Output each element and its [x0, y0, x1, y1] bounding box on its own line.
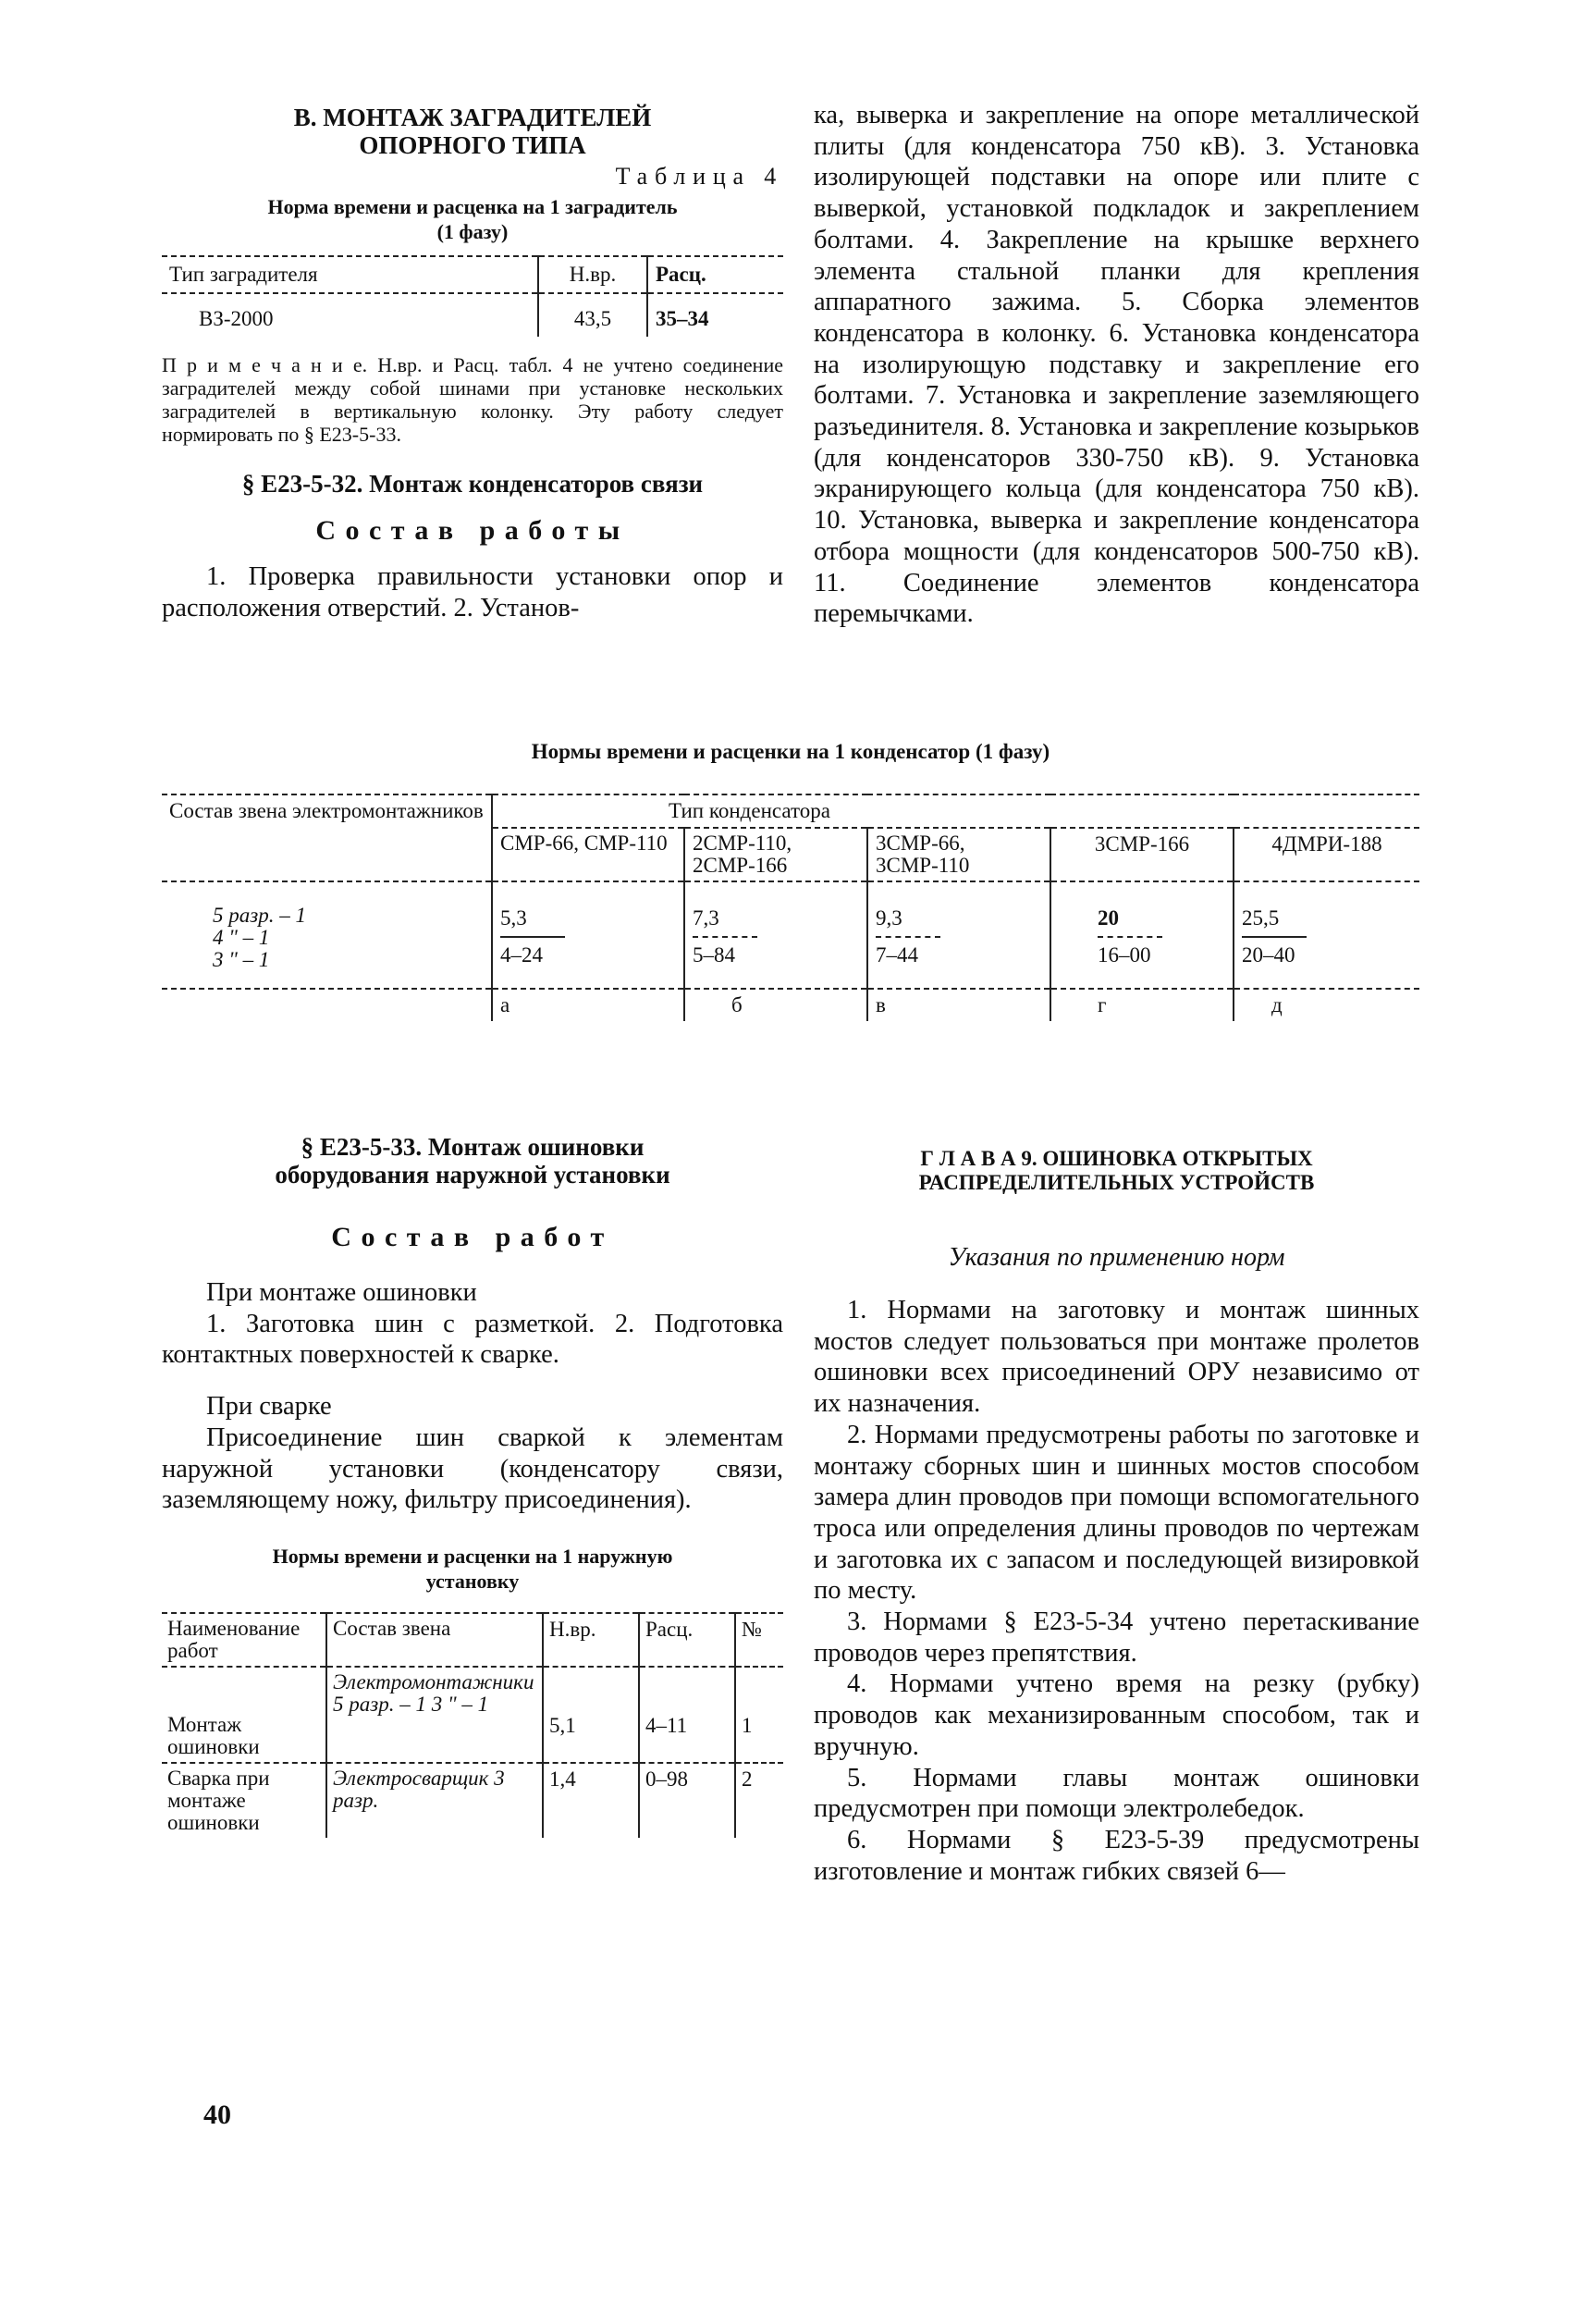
crew-line-4: 4 " – 1 — [213, 926, 270, 949]
paragraph-heading-e23-5-32: § Е23-5-32. Монтаж конденсаторов связи — [241, 470, 704, 498]
fraction-line — [1098, 936, 1162, 938]
instruction-6: 6. Нормами § Е23-5-39 предусмотрены изготовление и монтаж гибких связей 6— — [814, 1825, 1419, 1886]
right-top-column — [814, 100, 1419, 630]
capacitor-norm-cell-1 — [492, 881, 684, 989]
table4-cell-nvr: 43,5 — [538, 293, 647, 337]
subheading-busbar-mounting: При монтаже ошиновки — [206, 1278, 477, 1307]
table4-cell-type: ВЗ-2000 — [199, 307, 274, 330]
chapter-heading-line-2: РАСПРЕДЕЛИТЕЛЬНЫХ УСТРОЙСТВ — [918, 1171, 1315, 1194]
capacitor-norm-cell-2 — [684, 881, 867, 989]
outdoor-row-2-nvr: 1,4 — [543, 1763, 639, 1838]
rasc-value-1: 4–24 — [500, 943, 543, 967]
instruction-2: 2. Нормами предусмотрены работы по заготовке и монтажу сборных шин и шинных мостов способом замера длин проводов при помощи вспомогательного троса или определения длины проводов по чертежам и заготовка их с запасом и последующей визировкой по месту. — [814, 1420, 1419, 1606]
page-number: 40 — [203, 2100, 231, 2130]
crew-line-5: 5 разр. – 1 — [213, 904, 306, 927]
outdoor-row-2-crew: Электросварщик 3 разр. — [326, 1763, 543, 1838]
capacitor-table — [162, 794, 1419, 1021]
column-letter-v: в — [867, 989, 1050, 1021]
table4-note: П р и м е ч а н и е. Н.вр. и Расц. табл. 4 не учтено соединение заградителей между собой шинами при установке нескольких заградителей в вертикальную колонку. Эту работу следует нормировать по § Е23-5-33. — [162, 353, 783, 446]
outdoor-row-1-crew: Электромонтажники 5 разр. – 1 3 " – 1 — [326, 1667, 543, 1763]
instruction-1: 1. Нормами на заготовку и монтаж шинных мостов следует пользоваться при монтаже пролетов ошиновки всех присоединений ОРУ независимо от их назначения. — [814, 1296, 1419, 1419]
rasc-value-5: 20–40 — [1242, 943, 1295, 967]
rasc-value-4: 16–00 — [1098, 943, 1151, 967]
capacitor-norm-cell-4 — [1050, 881, 1234, 989]
nvr-value-4: 20 — [1098, 906, 1119, 930]
outdoor-row-2 — [162, 1763, 783, 1838]
outdoor-row-1-num: 1 — [735, 1667, 783, 1763]
nvr-value-2: 7,3 — [693, 906, 719, 930]
column-letter-g: г — [1050, 989, 1234, 1021]
outdoor-header-rasc: Расц. — [639, 1613, 735, 1667]
outdoor-table-caption-line-2: установку — [425, 1569, 520, 1593]
paragraph-heading-line-2: оборудования наружной установки — [275, 1161, 670, 1188]
capacitor-norm-cell-5 — [1234, 881, 1419, 989]
outdoor-row-2-num: 2 — [735, 1763, 783, 1838]
left-bottom-column — [162, 1133, 783, 1838]
outdoor-row-2-name: Сварка при монтаже ошиновки — [167, 1766, 270, 1834]
table4-header-nvr: Н.вр. — [538, 256, 647, 293]
crew-line-3: 3 " – 1 — [213, 948, 270, 971]
chapter-heading-line-1: Г Л А В А 9. ОШИНОВКА ОТКРЫТЫХ — [920, 1147, 1313, 1170]
work-composition-text-continued: ка, выверка и закрепление на опоре металлической плиты (для конденсатора 750 кВ). 3. Установка изолирующей подставки на опоре или плите с выверкой, установкой подкладок и закреплением болтами. 4. Закрепление на крышке верхнего элемента стальной планки для крепления аппаратного зажима. 5. Сборка элементов конденсатора в колонку. 6. Установка конденсатора на изолирующую подставку и закрепление его болтами. 7. Установка и закрепление заземляющего разъединителя. 8. Установка и закрепление козырьков (для конденсаторов 330-750 кВ). 9. Установка экранирующего кольца (для конденсатора 750 кВ). 10. Установка, выверка и закрепление конденсатора отбора мощности (для конденсаторов 500-750 кВ). 11. Соединение элементов конденсатора перемычками. — [814, 101, 1419, 629]
table4-header-rasc: Расц. — [647, 256, 783, 293]
capacitor-table-type-header: Тип конденсатора — [492, 794, 1419, 828]
instruction-5: 5. Нормами главы монтаж ошиновки предусмотрен при помощи электролебедок. — [814, 1763, 1419, 1824]
capacitor-type-1: СМР-66, СМР-110 — [492, 828, 684, 881]
column-letter-d: д — [1234, 989, 1419, 1021]
works-composition-heading: Состав работ — [331, 1222, 614, 1252]
outdoor-row-1 — [162, 1667, 783, 1763]
instruction-4: 4. Нормами учтено время на резку (рубку) проводов как механизированным способом, так и вручную. — [814, 1669, 1419, 1761]
work-composition-text: 1. Проверка правильности установки опор и расположения отверстий. 2. Установ- — [162, 562, 783, 622]
table4-caption — [162, 194, 783, 244]
outdoor-table — [162, 1612, 783, 1838]
section-heading-line-2: ОПОРНОГО ТИПА — [359, 131, 586, 159]
column-letter-b: б — [684, 989, 867, 1021]
table4 — [162, 255, 783, 337]
table4-cell-rasc: 35–34 — [647, 293, 783, 337]
nvr-value-5: 25,5 — [1242, 906, 1280, 930]
outdoor-row-1-nvr: 5,1 — [543, 1667, 639, 1763]
outdoor-table-caption — [162, 1544, 783, 1594]
fraction-line — [693, 936, 757, 938]
subheading-welding: При сварке — [206, 1392, 332, 1422]
fraction-line — [876, 936, 940, 938]
capacitor-crew-cell — [162, 881, 492, 989]
left-top-column — [162, 104, 783, 623]
fraction-line — [500, 936, 565, 938]
outdoor-header-name: Наименование работ — [167, 1616, 301, 1662]
table4-caption-line-1: Норма времени и расценка на 1 заградитель — [267, 195, 678, 218]
capacitor-type-4: 3СМР-166 — [1050, 828, 1234, 881]
letters-row-blank — [162, 989, 492, 1021]
capacitor-type-3: 3СМР-66, 3СМР-110 — [867, 828, 1050, 881]
right-bottom-column — [814, 1147, 1419, 1887]
table4-header-type: Тип заградителя — [162, 256, 538, 293]
nvr-value-1: 5,3 — [500, 906, 527, 930]
chapter-heading — [814, 1147, 1419, 1195]
capacitor-type-2: 2СМР-110, 2СМР-166 — [684, 828, 867, 881]
capacitor-table-crew-header: Состав звена электромонтажников — [162, 794, 492, 881]
rasc-value-3: 7–44 — [876, 943, 918, 967]
work-composition-heading: Состав работы — [315, 515, 630, 546]
section-heading — [162, 104, 783, 159]
nvr-value-3: 9,3 — [876, 906, 902, 930]
capacitor-norm-cell-3 — [867, 881, 1050, 989]
outdoor-header-num: № — [735, 1613, 783, 1667]
paragraph-heading-e23-5-33 — [162, 1133, 783, 1188]
rasc-value-2: 5–84 — [693, 943, 735, 967]
fraction-line — [1242, 936, 1307, 938]
outdoor-row-1-rasc: 4–11 — [639, 1667, 735, 1763]
outdoor-row-2-rasc: 0–98 — [639, 1763, 735, 1838]
outdoor-header-nvr: Н.вр. — [543, 1613, 639, 1667]
busbar-mounting-text: 1. Заготовка шин с разметкой. 2. Подготовка контактных поверхностей к сварке. — [162, 1309, 783, 1370]
paragraph-heading-line-1: § Е23-5-33. Монтаж ошиновки — [301, 1133, 645, 1161]
instructions-heading: Указания по применению норм — [948, 1243, 1285, 1272]
capacitor-table-caption: Нормы времени и расценки на 1 конденсатор (1 фазу) — [531, 740, 1050, 763]
outdoor-header-crew: Состав звена — [326, 1613, 543, 1667]
table4-label: Таблица 4 — [615, 163, 783, 190]
section-heading-line-1: В. МОНТАЖ ЗАГРАДИТЕЛЕЙ — [293, 104, 652, 131]
capacitor-type-5: 4ДМРИ-188 — [1234, 828, 1419, 881]
outdoor-table-caption-line-1: Нормы времени и расценки на 1 наружную — [272, 1544, 673, 1568]
instruction-3: 3. Нормами § Е23-5-34 учтено перетаскивание проводов через препятствия. — [814, 1607, 1419, 1668]
outdoor-row-1-name: Монтаж ошиновки — [167, 1712, 260, 1758]
table4-caption-line-2: (1 фазу) — [436, 220, 509, 243]
column-letter-a: а — [492, 989, 684, 1021]
welding-text: Присоединение шин сваркой к элементам наружной установки (конденсатору связи, заземляющему ножу, фильтру присоединения). — [162, 1422, 783, 1515]
